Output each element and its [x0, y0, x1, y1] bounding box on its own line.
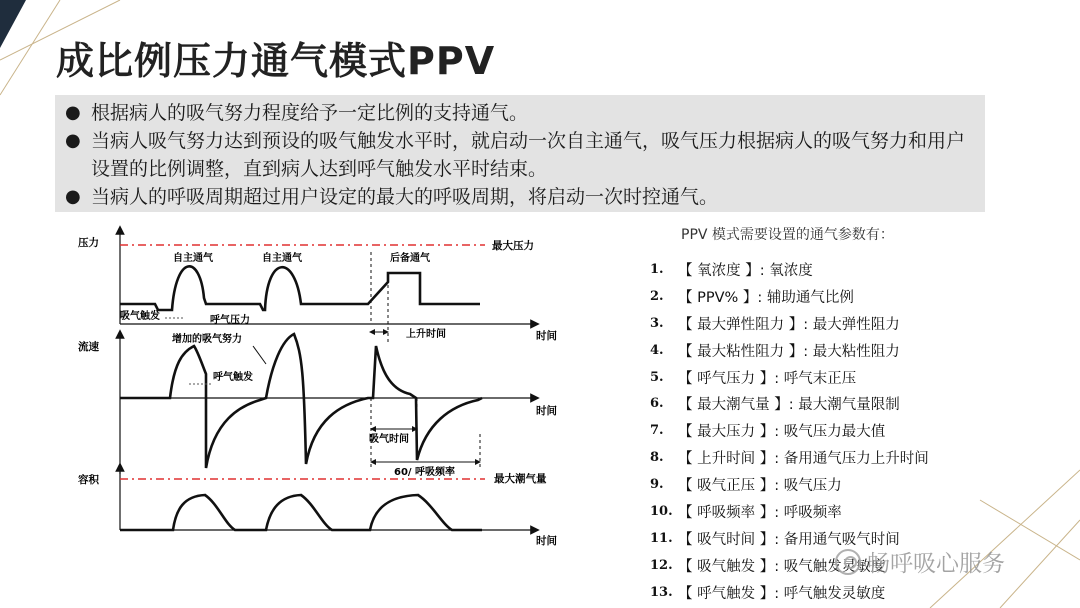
param-text: 【 最大潮气量 】: 最大潮气量限制 [678, 397, 900, 414]
param-number: 2. [650, 288, 664, 304]
pressure-waveform [120, 266, 480, 310]
spont-breath-1-label: 自主通气 [173, 253, 213, 264]
rise-time-label: 上升时间 [406, 329, 446, 340]
exp-pressure-label: 呼气压力 [210, 315, 250, 326]
param-item [650, 444, 929, 471]
backup-breath-label: 后备通气 [390, 253, 430, 264]
bullet-text: 根据病人的吸气努力程度给予一定比例的支持通气。 [91, 102, 529, 124]
volume-label: 容积 [78, 474, 99, 486]
wechat-logo-icon [835, 549, 861, 575]
increased-effort-label: 增加的吸气努力 [172, 334, 242, 345]
param-text: 【 吸气正压 】: 吸气压力 [678, 478, 842, 495]
param-number: 1. [650, 261, 664, 277]
param-number: 8. [650, 450, 664, 466]
param-number: 9. [650, 477, 664, 493]
param-item [650, 471, 929, 498]
bullet-list [55, 95, 985, 212]
bullet-dot-icon: ● [65, 102, 81, 123]
max-pressure-label: 最大压力 [492, 240, 534, 252]
ppv-waveform-diagram [70, 224, 570, 554]
bullet-item [65, 127, 985, 183]
param-text: 【 吸气触发 】: 吸气触发灵敏度 [678, 558, 886, 575]
param-number: 5. [650, 369, 664, 385]
param-text: 【 最大弹性阻力 】: 最大弹性阻力 [678, 316, 900, 333]
time-label: 时间 [536, 330, 557, 342]
param-number: 6. [650, 396, 664, 412]
bullet-text: 当病人的呼吸周期超过用户设定的最大的呼吸周期，将启动一次时控通气。 [91, 186, 719, 208]
param-number: 7. [650, 423, 664, 439]
flow-label: 流速 [78, 341, 99, 353]
param-number: 13. [650, 584, 673, 600]
spont-breath-2-label: 自主通气 [262, 253, 302, 264]
time-label: 时间 [536, 405, 557, 417]
param-text: 【 最大粘性阻力 】: 最大粘性阻力 [678, 343, 900, 360]
page-title: 成比例压力通气模式PPV [56, 39, 496, 83]
max-tidal-label: 最大潮气量 [494, 473, 547, 485]
param-number: 12. [650, 557, 673, 573]
param-text: 【 呼吸频率 】: 呼吸频率 [678, 504, 842, 521]
bullet-text: 当病人吸气努力达到预设的吸气触发水平时，就启动一次自主通气，吸气压力根据病人的吸气努力和用户设置的比例调整，直到病人达到呼气触发水平时结束。 [91, 130, 966, 180]
param-number: 11. [650, 530, 673, 546]
bullet-dot-icon: ● [65, 186, 81, 207]
bullet-item [65, 183, 985, 211]
param-text: 【 最大压力 】: 吸气压力最大值 [678, 424, 886, 441]
param-text: 【 呼气压力 】: 呼气末正压 [678, 370, 857, 387]
exp-trigger-label: 呼气触发 [213, 372, 253, 383]
param-item [650, 256, 929, 283]
param-item [650, 337, 929, 364]
bullet-item [65, 99, 985, 127]
effort-pointer [253, 346, 266, 364]
param-number: 3. [650, 315, 664, 331]
param-number: 10. [650, 503, 673, 519]
param-item [650, 310, 929, 337]
params-title: PPV 模式需要设置的通气参数有： [681, 227, 894, 243]
watermark-text: 畅呼吸心服务 [867, 551, 1005, 577]
param-text: 【 PPV% 】: 辅助通气比例 [678, 289, 854, 306]
time-label: 时间 [536, 535, 557, 547]
pressure-label: 压力 [78, 237, 99, 249]
param-item [650, 283, 929, 310]
param-item [650, 364, 929, 391]
param-item [650, 390, 929, 417]
param-number: 4. [650, 342, 664, 358]
param-text: 【 氧浓度 】: 氧浓度 [678, 262, 813, 279]
param-item [650, 498, 929, 525]
param-item [650, 417, 929, 444]
insp-time-label: 吸气时间 [369, 434, 409, 445]
rate-label: 60/ 呼吸频率 [394, 467, 456, 478]
volume-waveform [120, 495, 482, 530]
flow-waveform [120, 334, 482, 468]
insp-trigger-label: 吸气触发 [120, 311, 160, 322]
param-item [650, 579, 929, 606]
param-text: 【 呼气触发 】: 呼气触发灵敏度 [678, 585, 886, 602]
bullet-dot-icon: ● [65, 130, 81, 151]
param-text: 【 上升时间 】: 备用通气压力上升时间 [678, 451, 929, 468]
watermark [835, 545, 1005, 578]
param-text: 【 吸气时间 】: 备用通气吸气时间 [678, 531, 900, 548]
